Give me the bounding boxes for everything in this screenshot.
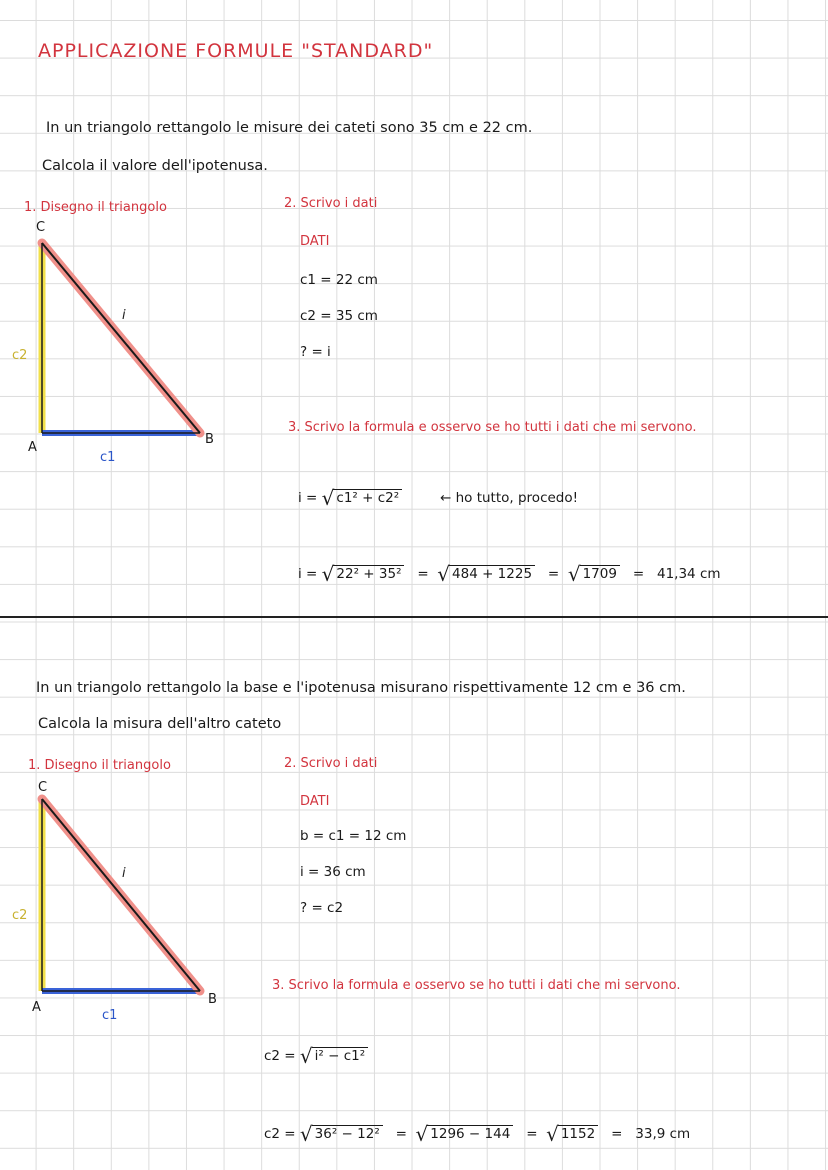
problem2-step3: 3. Scrivo la formula e osservo se ho tutti i dati che mi servono. <box>272 978 681 993</box>
problem2-step2: 2. Scrivo i dati <box>284 756 378 771</box>
problem1-calc-rad1: 22² + 35² <box>333 565 404 582</box>
problem1-dato-1: c1 = 22 cm <box>300 272 378 288</box>
triangle-1-label-c2: c2 <box>12 348 28 363</box>
problem1-formula: i = √ c1² + c2² <box>298 488 402 508</box>
problem1-step1: 1. Disegno il triangolo <box>24 200 167 215</box>
problem2-step1: 1. Disegno il triangolo <box>28 758 171 773</box>
problem2-question: Calcola la misura dell'altro cateto <box>38 716 282 732</box>
problem1-formula-lhs: i = <box>298 490 318 506</box>
problem2-dati-title: DATI <box>300 794 330 809</box>
problem2-dato-2: i = 36 cm <box>300 864 366 880</box>
problem2-dato-3: ? = c2 <box>300 900 344 916</box>
problem2-formula: c2 = √ i² − c1² <box>264 1046 368 1066</box>
section-divider <box>0 616 828 618</box>
triangle-2-vertex-c: C <box>38 780 48 795</box>
problem2-statement: In un triangolo rettangolo la base e l'ipotenusa misurano rispettivamente 12 cm e 36 cm. <box>36 680 686 696</box>
problem1-dato-3: ? = i <box>300 344 331 360</box>
triangle-1-vertex-c: C <box>36 220 46 235</box>
triangle-2-vertex-b: B <box>208 992 217 1007</box>
triangle-1-hypotenuse <box>42 243 200 433</box>
problem2-calc-rad1: 36² − 12² <box>312 1125 383 1142</box>
problem1-formula-note: ← ho tutto, procedo! <box>440 490 579 506</box>
problem2-formula-radicand: i² − c1² <box>312 1047 368 1064</box>
problem2-calc-eq3: = <box>611 1126 623 1142</box>
problem1-calc-lhs: i = <box>298 566 318 582</box>
problem1-step2: 2. Scrivo i dati <box>284 196 378 211</box>
triangle-1-vertex-a: A <box>28 440 37 455</box>
problem1-calc-eq3: = <box>632 566 645 582</box>
problem2-result: 33,9 cm <box>635 1126 691 1142</box>
problem2-calc-eq2: = <box>526 1126 538 1142</box>
problem2-calc-eq1: = <box>395 1126 407 1142</box>
problem1-formula-radicand: c1² + c2² <box>333 489 402 506</box>
triangle-2-vertex-a: A <box>32 1000 41 1015</box>
triangle-1-label-i: i <box>122 308 126 323</box>
triangle-2-label-i: i <box>122 866 126 881</box>
problem1-calculation: i = √ 22² + 35² = √ 484 + 1225 = √ 1709 = 41,34 cm <box>298 562 721 586</box>
problem1-dato-2: c2 = 35 cm <box>300 308 378 324</box>
triangle-2-hypotenuse <box>42 799 200 991</box>
problem2-calc-lhs: c2 = <box>264 1126 296 1142</box>
triangle-2-label-c2: c2 <box>12 908 28 923</box>
triangle-1-diagram <box>0 215 220 455</box>
problem1-dati-title: DATI <box>300 234 330 249</box>
triangle-2-diagram <box>0 775 220 1015</box>
problem2-calc-rad3: 1152 <box>558 1125 598 1142</box>
problem1-result: 41,34 cm <box>657 566 721 582</box>
problem1-statement: In un triangolo rettangolo le misure dei cateti sono 35 cm e 22 cm. <box>46 120 533 136</box>
triangle-1-label-c1: c1 <box>100 450 116 465</box>
problem1-calc-rad3: 1709 <box>580 565 620 582</box>
problem1-calc-rad2: 484 + 1225 <box>449 565 535 582</box>
problem1-question: Calcola il valore dell'ipotenusa. <box>42 158 268 174</box>
triangle-1-vertex-b: B <box>205 432 214 447</box>
problem2-calculation: c2 = √ 36² − 12² = √ 1296 − 144 = √ 1152 = 33,9 cm <box>264 1122 691 1146</box>
problem2-calc-rad2: 1296 − 144 <box>427 1125 513 1142</box>
page-title: APPLICAZIONE FORMULE "STANDARD" <box>38 40 434 62</box>
triangle-2-label-c1: c1 <box>102 1008 118 1023</box>
problem2-dato-1: b = c1 = 12 cm <box>300 828 407 844</box>
problem1-step3: 3. Scrivo la formula e osservo se ho tutti i dati che mi servono. <box>288 420 697 435</box>
problem2-formula-lhs: c2 = <box>264 1048 296 1064</box>
problem1-calc-eq2: = <box>547 566 560 582</box>
problem1-calc-eq1: = <box>417 566 429 582</box>
